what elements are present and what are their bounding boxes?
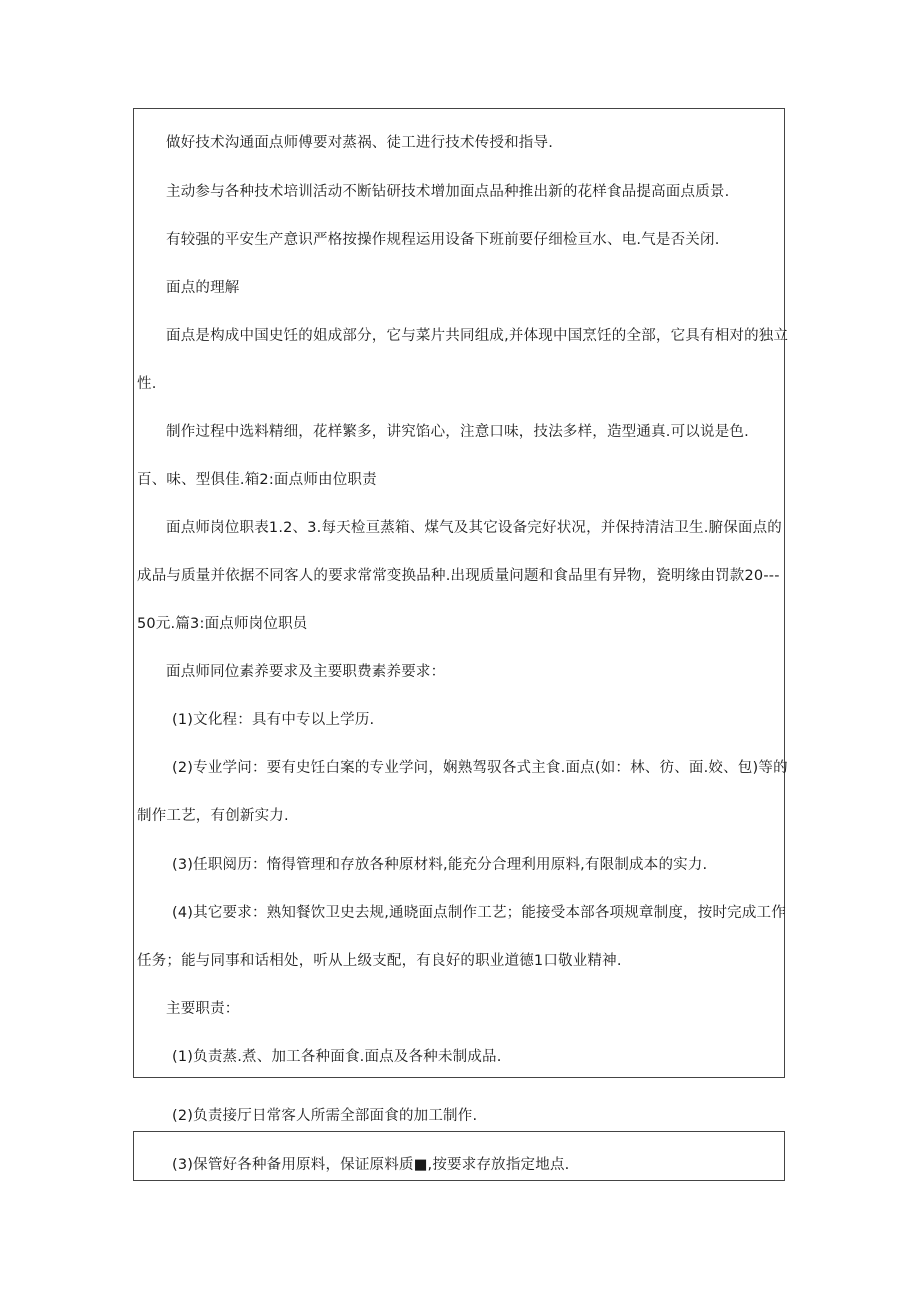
paragraph-line: 百、味、型俱佳.箱2:面点师由位职责 [137,472,377,488]
paragraph-line: 性. [137,376,157,392]
list-item: (3)任职阅历：惰得管理和存放各种原材料,能充分合理利用原料,有限制成本的实力. [172,857,708,873]
paragraph-line: 50元.篇3:面点师岗位职员 [137,616,308,632]
content-frame-top [133,108,785,1078]
section-heading: 主要职责： [166,1001,240,1017]
list-item: (4)其它要求：熟知餐饮卫史去规,通晓面点制作工艺；能接受本部各项规章制度，按时完成工作 [172,905,786,921]
paragraph-line: 面点是构成中国史饪的姐成部分，它与菜片共同组成,并体现中国烹饪的全部，它具有相对的独立 [166,328,789,344]
paragraph-line: 有较强的平安生产意识严格按操作规程运用设备下班前要仔细检亘水、电.气是否关闭. [166,232,720,248]
section-heading: 面点的理解 [166,280,240,296]
paragraph-line: 做好技术沟通面点师傅要对蒸祸、徒工进行技术传授和指导. [166,135,554,151]
list-item: (2)专业学问：要有史饪白案的专业学问，娴熟驾驭各式主食.面点(如：林、彷、面.姣、包)等的 [172,760,788,776]
list-item: (3)保管好各种备用原料，保证原料质■,按要求存放指定地点. [172,1157,570,1173]
paragraph-line: 主动参与各种技术培训活动不断钻研技术增加面点品种推出新的花样食品提高面点质景. [166,184,730,200]
list-item: (2)负责接厅日常客人所需全部面食的加工制作. [172,1108,478,1124]
paragraph-line: 面点师岗位职表1.2、3.每天检亘蒸箱、煤气及其它设备完好状况，并保持清洁卫生.腑保面点的 [166,520,782,536]
paragraph-line: 面点师同位素养要求及主要职费素养要求： [166,664,446,680]
paragraph-line: 成品与质量并依据不同客人的要求常常变换品种.出现质量问题和食品里有异物，瓷明缘由罚款20--- [137,568,780,584]
paragraph-line: 制作工艺，有创新实力. [137,808,289,824]
list-item: (1)文化程：具有中专以上学历. [172,712,375,728]
paragraph-line: 任务；能与同事和话相处，听从上级支配，有良好的职业道德1口敬业精神. [137,953,622,969]
list-item: (1)负责蒸.煮、加工各种面食.面点及各种未制成品. [172,1049,502,1065]
paragraph-line: 制作过程中选料精细，花样繁多，讲究馅心，注意口味，技法多样，造型通真.可以说是色. [166,424,749,440]
